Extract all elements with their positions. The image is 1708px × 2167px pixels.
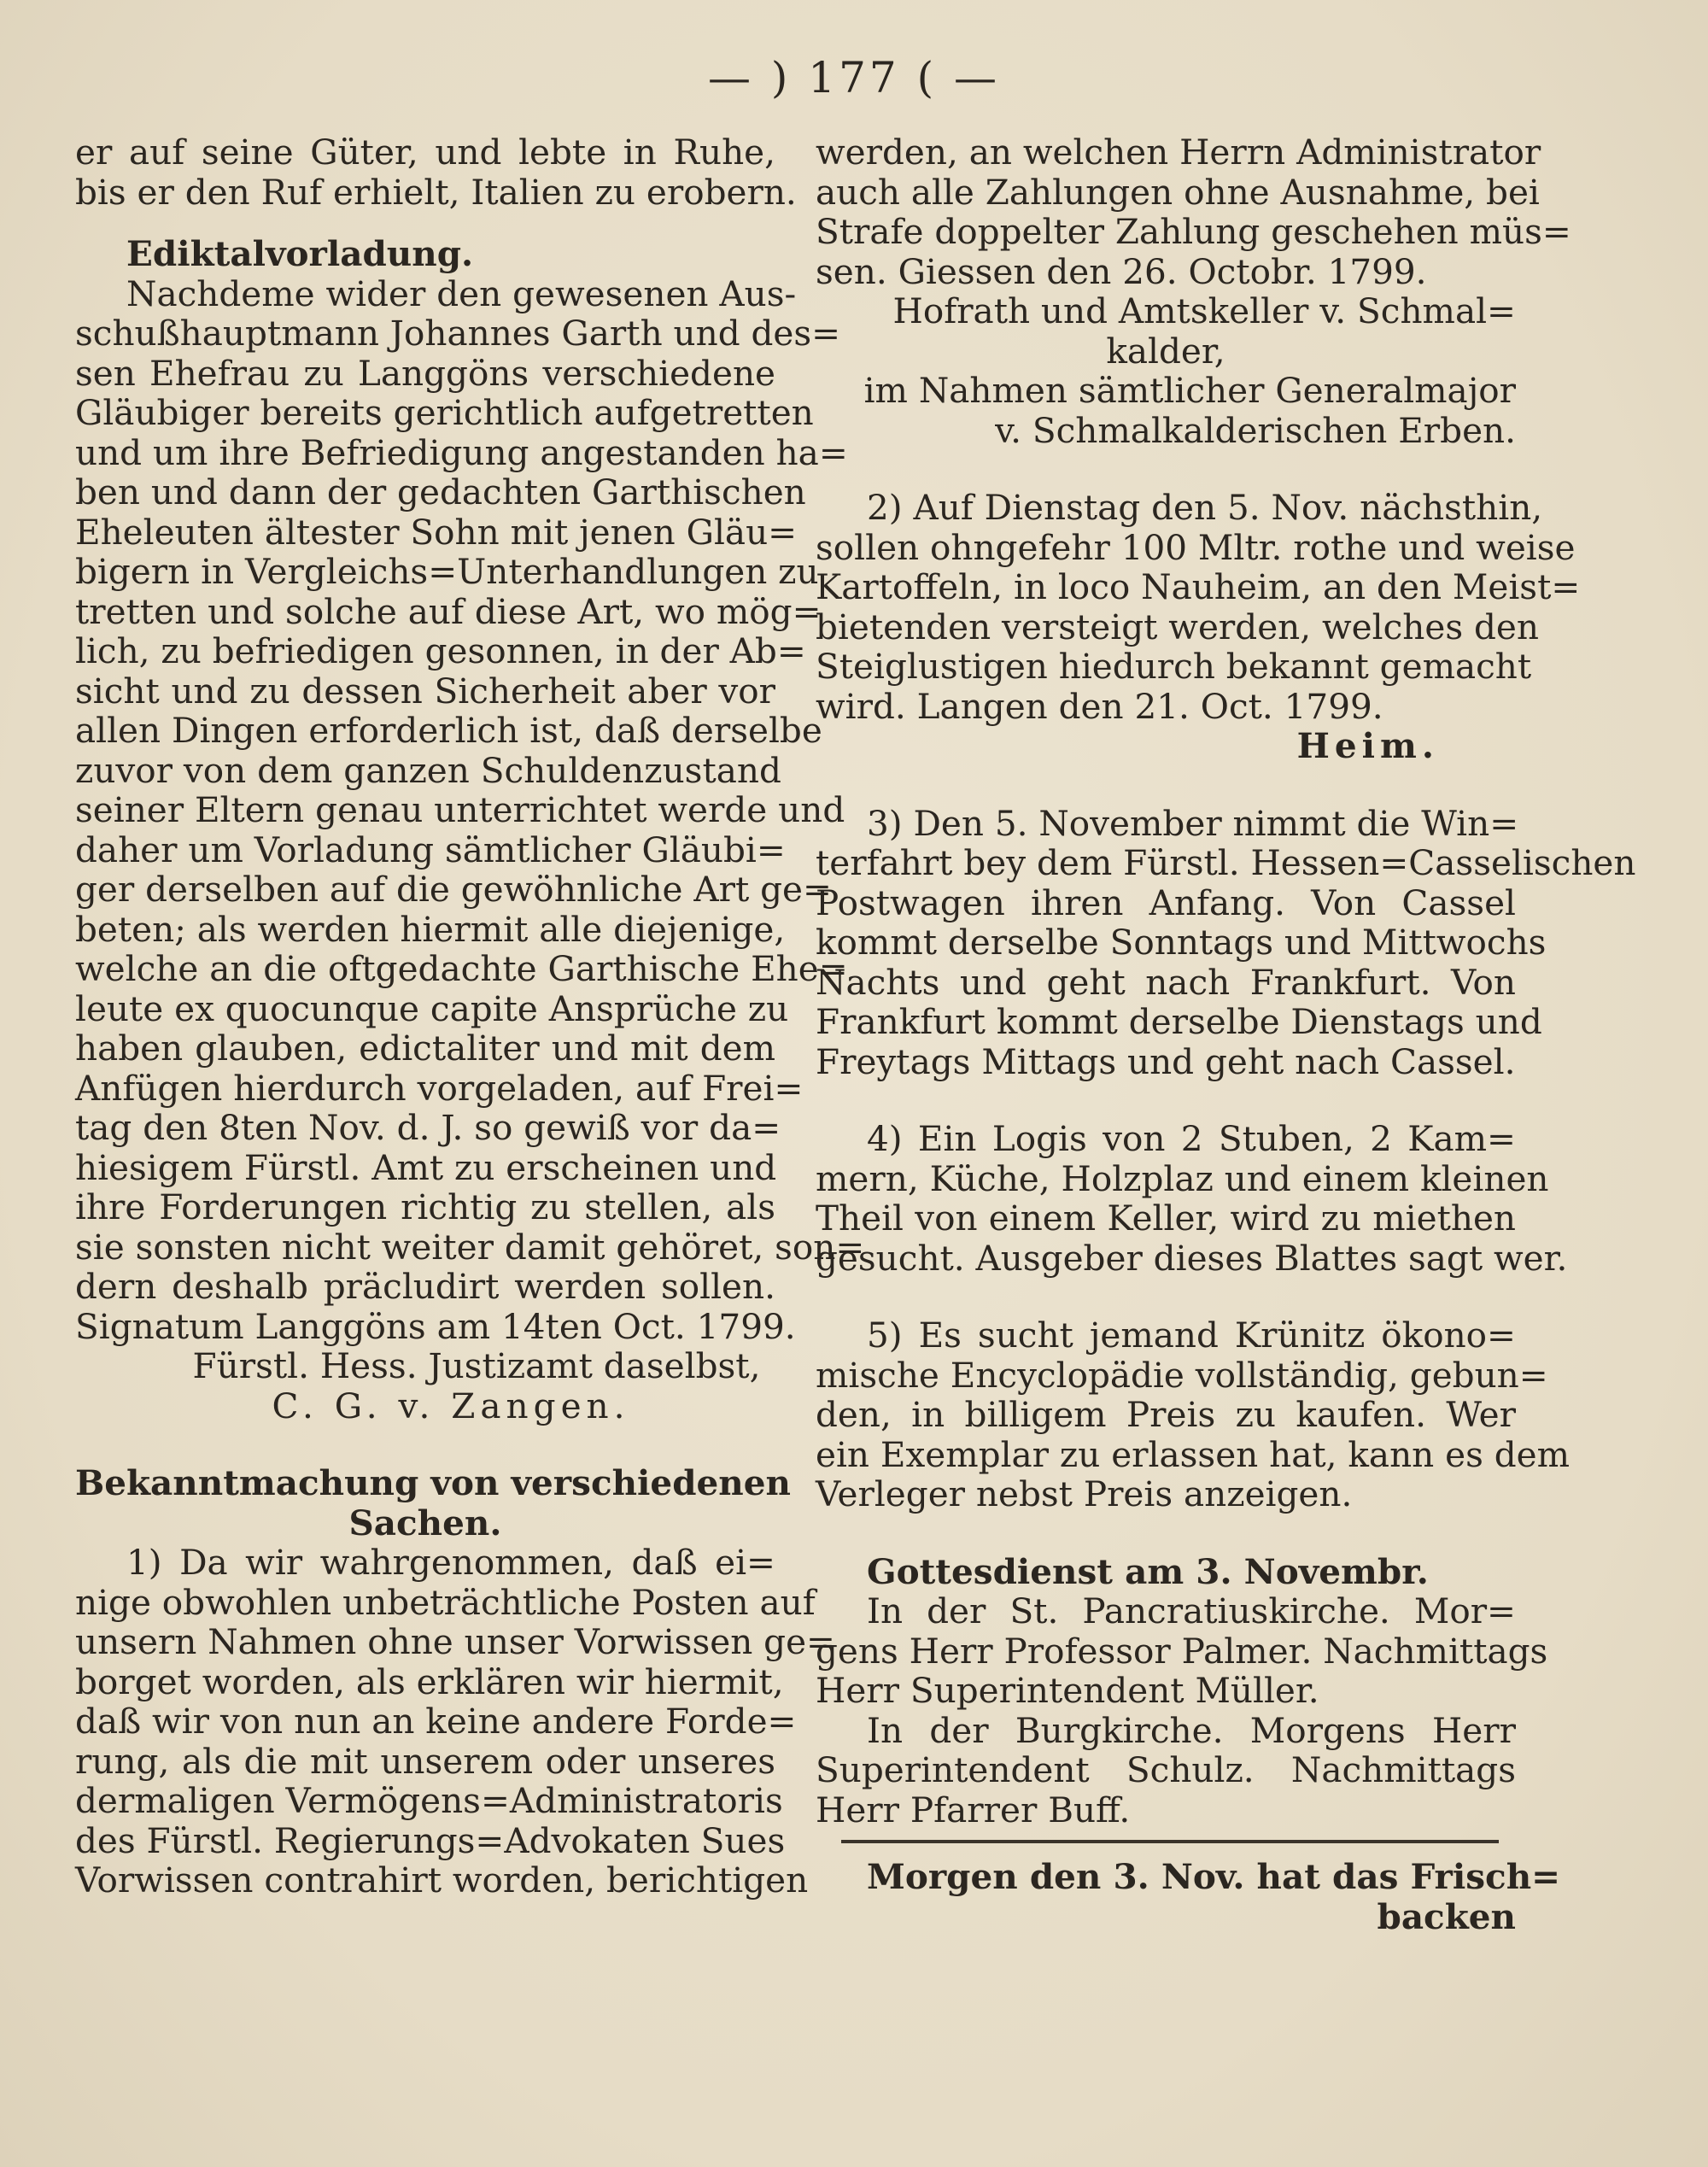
body-line: daß wir von nun an keine andere Forde= bbox=[75, 1701, 797, 1742]
body-line: bigern in Vergleichs=Unterhandlungen zu bbox=[75, 551, 819, 592]
service-title: Gottesdienst am 3. Novembr. bbox=[867, 1550, 1429, 1592]
body-line: ihre Forderungen richtig zu stellen, als bbox=[75, 1186, 775, 1227]
body-line: ben und dann der gedachten Garthischen bbox=[75, 471, 806, 512]
service-body bbox=[816, 1590, 1548, 1830]
body-line: tretten und solche auf diese Art, wo mög= bbox=[75, 590, 822, 632]
body-line: Herr Pfarrer Buff. bbox=[816, 1789, 1131, 1830]
body-line: sie sonsten nicht weiter damit gehöret, son= bbox=[75, 1226, 865, 1268]
body-line: leute ex quocunque capite Ansprüche zu bbox=[75, 987, 789, 1029]
body-line: sen Ehefrau zu Langgöns verschiedene bbox=[75, 352, 775, 394]
body-line: dermaligen Vermögens=Administratoris bbox=[75, 1780, 783, 1821]
body-line: Herr Superintendent Müller. bbox=[816, 1670, 1319, 1711]
body-line: Gläubiger bereits gerichtlich aufgetretten bbox=[75, 392, 814, 433]
body-line: beten; als werden hiermit alle diejenige, bbox=[75, 908, 786, 950]
signature-line: v. Schmalkalderischen Erben. bbox=[995, 409, 1516, 451]
announce-item-1-continued bbox=[816, 132, 1571, 292]
body-line: 1) Da wir wahrgenommen, daß ei= bbox=[126, 1542, 775, 1583]
item2-signature: Heim. bbox=[1296, 725, 1439, 766]
body-line: Frankfurt kommt derselbe Dienstags und bbox=[816, 1001, 1542, 1042]
announce-item-5 bbox=[816, 1315, 1571, 1514]
announce-item-2 bbox=[816, 487, 1581, 727]
edict-body bbox=[75, 272, 865, 1347]
page-number: — ) 177 ( — bbox=[707, 53, 1001, 102]
body-line: werden, an welchen Herrn Administrator bbox=[816, 132, 1541, 173]
body-line: Nachts und geht nach Frankfurt. Von bbox=[816, 961, 1516, 1003]
edict-sign-name: C. G. v. Zangen. bbox=[272, 1385, 630, 1426]
body-line: sollen ohngefehr 100 Mltr. rothe und weise bbox=[816, 526, 1576, 568]
body-line: wird. Langen den 21. Oct. 1799. bbox=[816, 685, 1383, 727]
body-line: welche an die oftgedachte Garthische Ehe= bbox=[75, 948, 848, 989]
body-line: Superintendent Schulz. Nachmittags bbox=[816, 1749, 1516, 1790]
body-line: des Fürstl. Regierungs=Advokaten Sues bbox=[75, 1819, 786, 1861]
body-line: Vorwissen contrahirt worden, berichtigen bbox=[75, 1860, 809, 1901]
announce-item-1 bbox=[75, 1542, 835, 1901]
body-line: ger derselben auf die gewöhnliche Art ge= bbox=[75, 869, 832, 910]
edict-sign-office: Fürstl. Hess. Justizamt daselbst, bbox=[192, 1345, 761, 1386]
body-line: rung, als die mit unserem oder unseres bbox=[75, 1740, 775, 1782]
body-line: schußhauptmann Johannes Garth und des= bbox=[75, 313, 841, 354]
body-line: nige obwohlen unbeträchtliche Posten auf bbox=[75, 1581, 816, 1623]
body-line: 4) Ein Logis von 2 Stuben, 2 Kam= bbox=[867, 1118, 1516, 1159]
section-divider bbox=[841, 1840, 1499, 1843]
body-line: 3) Den 5. November nimmt die Win= bbox=[867, 802, 1519, 844]
body-line: zuvor von dem ganzen Schuldenzustand bbox=[75, 749, 781, 791]
body-line: Steiglustigen hiedurch bekannt gemacht bbox=[816, 646, 1532, 687]
body-line: In der St. Pancratiuskirche. Mor= bbox=[867, 1590, 1516, 1631]
body-line: Postwagen ihren Anfang. Von Cassel bbox=[816, 881, 1516, 923]
body-line: Anfügen hierdurch vorgeladen, auf Frei= bbox=[75, 1067, 804, 1109]
announce-title: Bekanntmachung von verschiedenen bbox=[75, 1462, 791, 1503]
signature-line: im Nahmen sämtlicher Generalmajor bbox=[863, 370, 1516, 411]
body-line: sicht und zu dessen Sicherheit aber vor bbox=[75, 670, 775, 712]
signature-line: Hofrath und Amtskeller v. Schmal= bbox=[892, 290, 1516, 331]
body-line: Strafe doppelter Zahlung geschehen müs= bbox=[816, 211, 1571, 252]
body-line: Theil von einem Keller, wird zu miethen bbox=[816, 1198, 1516, 1239]
closing-line: backen bbox=[1377, 1895, 1516, 1937]
right-column bbox=[816, 132, 1636, 1937]
body-line: mern, Küche, Holzplaz und einem kleinen bbox=[816, 1157, 1549, 1199]
body-line: bietenden versteigt werden, welches den bbox=[816, 606, 1539, 647]
body-line: ein Exemplar zu erlassen hat, kann es dem bbox=[816, 1433, 1571, 1475]
edict-title: Ediktalvorladung. bbox=[126, 233, 474, 274]
body-line: 2) Auf Dienstag den 5. Nov. nächsthin, bbox=[867, 487, 1543, 528]
body-line: kommt derselbe Sonntags und Mittwochs bbox=[816, 922, 1547, 963]
body-line: In der Burgkirche. Morgens Herr bbox=[867, 1709, 1516, 1751]
body-line: dern deshalb präcludirt werden sollen. bbox=[75, 1266, 775, 1307]
body-line: daher um Vorladung sämtlicher Gläubi= bbox=[75, 829, 786, 870]
closing-line: Morgen den 3. Nov. hat das Frisch= bbox=[867, 1856, 1561, 1897]
body-line: Eheleuten ältester Sohn mit jenen Gläu= bbox=[75, 511, 798, 553]
body-line: hiesigem Fürstl. Amt zu erscheinen und bbox=[75, 1146, 777, 1188]
body-line: allen Dingen erforderlich ist, daß derselbe bbox=[75, 710, 822, 751]
body-line: 5) Es sucht jemand Krünitz ökono= bbox=[867, 1315, 1516, 1356]
intro-line: er auf seine Güter, und lebte in Ruhe, bbox=[75, 132, 775, 173]
body-line: sen. Giessen den 26. Octobr. 1799. bbox=[816, 250, 1427, 292]
body-line: gesucht. Ausgeber dieses Blattes sagt wer. bbox=[816, 1237, 1568, 1279]
body-line: und um ihre Befriedigung angestanden ha= bbox=[75, 431, 848, 473]
body-line: Nachdeme wider den gewesenen Aus- bbox=[126, 272, 797, 314]
body-line: terfahrt bey dem Fürstl. Hessen=Casselischen bbox=[816, 842, 1636, 883]
item1-signature bbox=[816, 291, 1516, 450]
signature-line: kalder, bbox=[1106, 330, 1225, 372]
body-line: den, in billigem Preis zu kaufen. Wer bbox=[816, 1394, 1516, 1435]
announce-item-3 bbox=[816, 802, 1636, 1082]
intro-line: bis er den Ruf erhielt, Italien zu erobern. bbox=[75, 171, 797, 213]
body-line: Freytags Mittags und geht nach Cassel. bbox=[816, 1040, 1516, 1082]
body-line: seiner Eltern genau unterrichtet werde und bbox=[75, 789, 845, 830]
body-line: unsern Nahmen ohne unser Vorwissen ge= bbox=[75, 1621, 835, 1662]
body-line: Signatum Langgöns am 14ten Oct. 1799. bbox=[75, 1305, 796, 1347]
body-line: Verleger nebst Preis anzeigen. bbox=[816, 1473, 1353, 1514]
body-line: Kartoffeln, in loco Nauheim, an den Meist= bbox=[816, 566, 1581, 607]
body-line: lich, zu befriedigen gesonnen, in der Ab= bbox=[75, 630, 806, 671]
body-line: haben glauben, edictaliter und mit dem bbox=[75, 1028, 775, 1069]
left-column bbox=[75, 132, 865, 1901]
body-line: gens Herr Professor Palmer. Nachmittags bbox=[816, 1630, 1548, 1672]
body-line: borget worden, als erklären wir hiermit, bbox=[75, 1660, 784, 1702]
announce-title: Sachen. bbox=[348, 1502, 502, 1543]
body-line: auch alle Zahlungen ohne Ausnahme, bei bbox=[816, 171, 1540, 213]
announce-item-4 bbox=[816, 1118, 1568, 1279]
body-line: mische Encyclopädie vollständig, gebun= bbox=[816, 1354, 1548, 1396]
body-line: tag den 8ten Nov. d. J. so gewiß vor da= bbox=[75, 1107, 781, 1148]
